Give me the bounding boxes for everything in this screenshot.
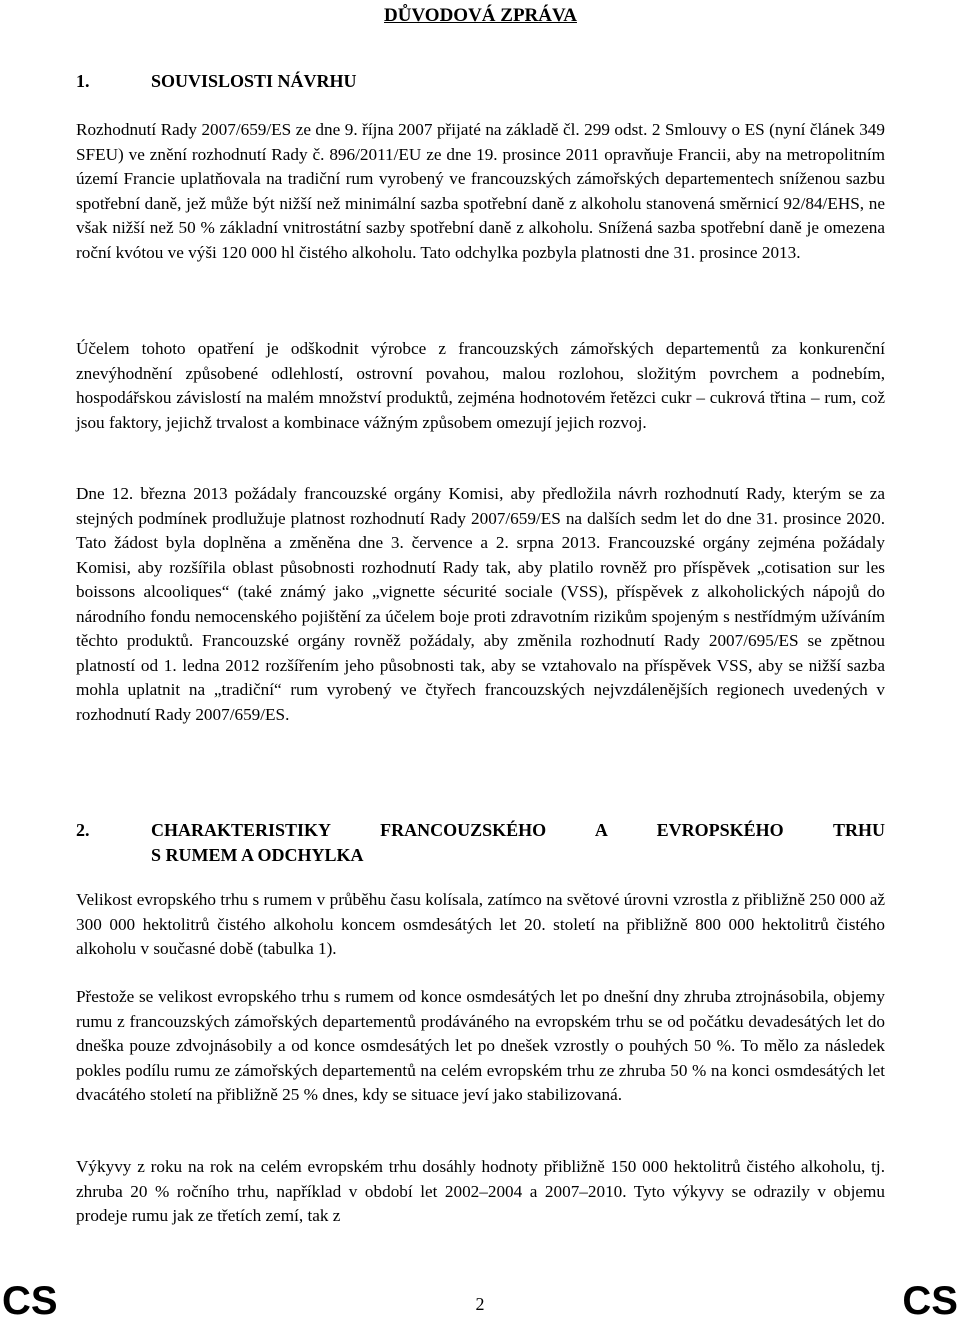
section-1-title: SOUVISLOSTI NÁVRHU bbox=[151, 71, 357, 91]
section-2-number: 2. bbox=[76, 820, 90, 840]
section-2-title bbox=[151, 818, 885, 867]
section-1-number: 1. bbox=[76, 71, 90, 91]
footer-language-left: CS bbox=[2, 1279, 58, 1323]
section-2-title-line-1: CHARAKTERISTIKY FRANCOUZSKÉHO A EVROPSKÉHO TRHU bbox=[151, 820, 885, 840]
document-page bbox=[76, 0, 885, 1323]
paragraph-2: Účelem tohoto opatření je odškodnit výrobce z francouzských zámořských departementů za konkurenční znevýhodnění způsobené odlehlostí, ostrovní povahou, malou rozlohou, složitým povrchem a podnebím, hospodářskou závislostí na malém množství produktů, zejména hodnotovém řetězci cukr – cukrová třtina – rum, což jsou faktory, jejichž trvalost a kombinace vážným způsobem omezují jejich rozvoj. bbox=[76, 339, 885, 432]
paragraph-3: Dne 12. března 2013 požádaly francouzské orgány Komisi, aby předložila návrh rozhodnutí Rady, kterým se za stejných podmínek prodlužuje platnost rozhodnutí Rady 2007/659/ES na dalších sedm let do dne 31. prosince 2020. Tato žádost byla doplněna a změněna dne 3. července a 2. srpna 2013. Francouzské orgány zejména požádaly Komisi, aby rozšířila oblast působnosti rozhodnutí Rady tak, aby platilo rovněž pro příspěvek „cotisation sur les boissons alcooliques“ (také známý jako „vignette sécurité sociale (VSS), příspěvek z alkoholických nápojů do národního fondu nemocenského pojištění za účelem boje proti zdravotním rizikům spojeným s nestřídmým užíváním těchto produktů. Francouzské orgány rovněž požádaly, aby změnila rozhodnutí Rady 2007/695/ES se zpětnou platností od 1. ledna 2012 rozšířením jeho působnosti tak, aby se vztahovalo na příspěvek VSS, aby se nižší sazba mohla uplatnit na „tradiční“ rum vyrobený ve čtyřech francouzských nejvzdálenějších regionech uvedených v rozhodnutí Rady 2007/659/ES. bbox=[76, 484, 885, 724]
document-title: DŮVODOVÁ ZPRÁVA bbox=[384, 5, 577, 26]
paragraph-1: Rozhodnutí Rady 2007/659/ES ze dne 9. října 2007 přijaté na základě čl. 299 odst. 2 Smlouvy o ES (nyní článek 349 SFEU) ve znění rozhodnutí Rady č. 896/2011/EU ze dne 19. prosince 2011 opravňuje Francii, aby na metropolitním území Francie uplatňovala na tradiční rum vyrobený ve francouzských zámořských departementech sníženou sazbu spotřební daně, jež může být nižší než minimální sazba spotřební daně z alkoholu stanovená směrnicí 92/84/EHS, ne však nižší než 50 % základní vnitrostátní sazby spotřební daně z alkoholu. Snížená sazba spotřební daně je omezena roční kvótou ve výši 120 000 hl čistého alkoholu. Tato odchylka pozbyla platnosti dne 31. prosince 2013. bbox=[76, 120, 885, 262]
paragraph-6: Výkyvy z roku na rok na celém evropském trhu dosáhly hodnoty přibližně 150 000 hektolitrů čistého alkoholu, tj. zhruba 20 % ročního trhu, například v období let 2002–2004 a 2007–2010. Tyto výkyvy se odrazily v objemu prodeje rumu jak ze třetích zemí, tak z bbox=[76, 1157, 885, 1225]
paragraph-5: Přestože se velikost evropského trhu s rumem od konce osmdesátých let po dnešní dny zhruba ztrojnásobila, objemy rumu z francouzských zámořských departementů prodáváného na evropském trhu se od počátku devadesátých let do dneška pouze zdvojnásobily a od konce osmdesátých let po dnešek vzrostly o pouhých 50 %. To mělo za následek pokles podílu rumu ze zámořských departementů na celém evropském trhu ze zhruba 50 % na konci osmdesátých let dvacátého století na přibližně 25 % dnes, kdy se situace jeví jako stabilizovaná. bbox=[76, 987, 885, 1104]
paragraph-4: Velikost evropského trhu s rumem v průběhu času kolísala, zatímco na světové úrovni vzrostla z přibližně 250 000 až 300 000 hektolitrů čistého alkoholu koncem osmdesátých let 20. století na přibližně 800 000 hektolitrů čistého alkoholu v současné době (tabulka 1). bbox=[76, 890, 885, 958]
section-2-title-line-2: S RUMEM A ODCHYLKA bbox=[151, 844, 364, 865]
footer-language-right: CS bbox=[902, 1279, 958, 1323]
page-number: 2 bbox=[475, 1294, 485, 1314]
